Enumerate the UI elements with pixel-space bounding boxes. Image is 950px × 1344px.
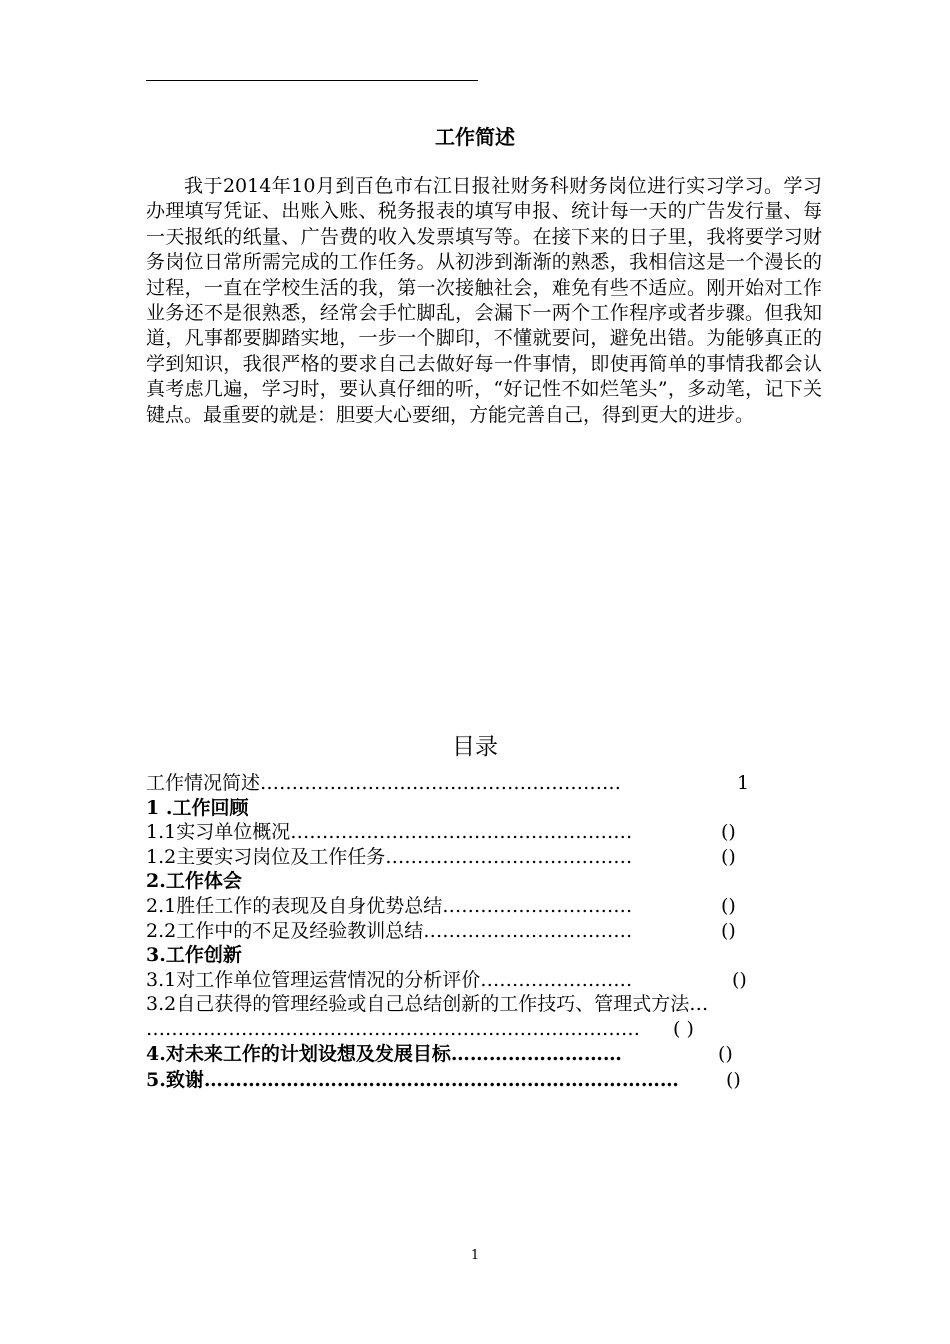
toc-entry-page: () [726,1068,741,1091]
toc-entry-page: () [721,845,736,868]
toc-entry-text: 5.致谢………………………………………………………………… [146,1068,679,1091]
toc-entry-text: 2.2工作中的不足及经验教训总结…………………………… [146,919,633,942]
toc-entry [146,919,822,944]
table-of-contents [146,771,822,1092]
toc-entry-text: 3.1对工作单位管理运营情况的分析评价…………………… [146,968,633,991]
summary-paragraph: 我于2014年10月到百色市右江日报社财务科财务岗位进行实习学习。学习办理填写凭证、出账入账、税务报表的填写申报、统计每一天的广告发行量、每一天报纸的纸量、广告费的收入发票填写等。在接下来的日子里，我将要学习财务岗位日常所需完成的工作任务。从初涉到渐渐的熟悉，我相信这是一个漫长的过程，一直在学校生活的我，第一次接触社会，难免有些不适应。刚开始对工作业务还不是很熟悉，经常会手忙脚乱，会漏下一两个工作程序或者步骤。但我知道，凡事都要脚踏实地，一步一个脚印，不懂就要问，避免出错。为能够真正的学到知识，我很严格的要求自己去做好每一件事情，即使再简单的事情我都会认真考虑几遍，学习时，要认真仔细的听，“好记性不如烂笔头”，多动笔，记下关键点。最重要的就是：胆要大心要细，方能完善自己，得到更大的进步。 [146,175,822,426]
toc-entry-page: () [718,1042,733,1065]
toc-entry [146,1042,822,1068]
toc-entry-text: 4.对未来工作的计划设想及发展目标……………………… [146,1042,622,1065]
toc-entry-page: ( ) [673,1017,694,1040]
toc-entry-text: 1.2主要实习岗位及工作任务………………………………… [146,845,633,868]
toc-entry-page: () [721,821,736,844]
page-number: 1 [470,1248,480,1263]
toc-entry [146,845,822,870]
toc-title: 目录 [452,734,498,760]
toc-entry [146,992,822,1017]
toc-entry [146,820,822,845]
toc-entry-page: () [721,919,736,942]
toc-entry [146,771,822,796]
toc-entry-text: 2.1胜任工作的表现及自身优势总结………………………… [146,894,633,917]
toc-heading [146,869,822,894]
toc-entry-page: () [721,894,736,917]
toc-entry-text: 3.2自己获得的管理经验或自己总结创新的工作技巧、管理式方法… [146,993,709,1016]
header-rule [146,80,478,81]
toc-entry-text: 工作情况简述………………………………………………… [146,772,622,794]
toc-heading-text: 3.工作创新 [146,944,242,967]
toc-entry-page: 1 [737,772,750,794]
document-title: 工作简述 [435,125,515,149]
toc-heading-text: 2.工作体会 [146,870,242,893]
toc-heading [146,943,822,968]
toc-heading [146,796,822,821]
toc-entry-text: 1.1实习单位概况……………………………………………… [146,821,633,844]
toc-heading-text: 1 .工作回顾 [146,796,249,819]
toc-entry-page: () [732,968,747,991]
toc-entry [146,894,822,919]
toc-entry [146,1068,822,1093]
toc-entry [146,1017,822,1042]
toc-entry-text: …………………………………………………………………… [146,1017,640,1040]
toc-entry [146,968,822,993]
